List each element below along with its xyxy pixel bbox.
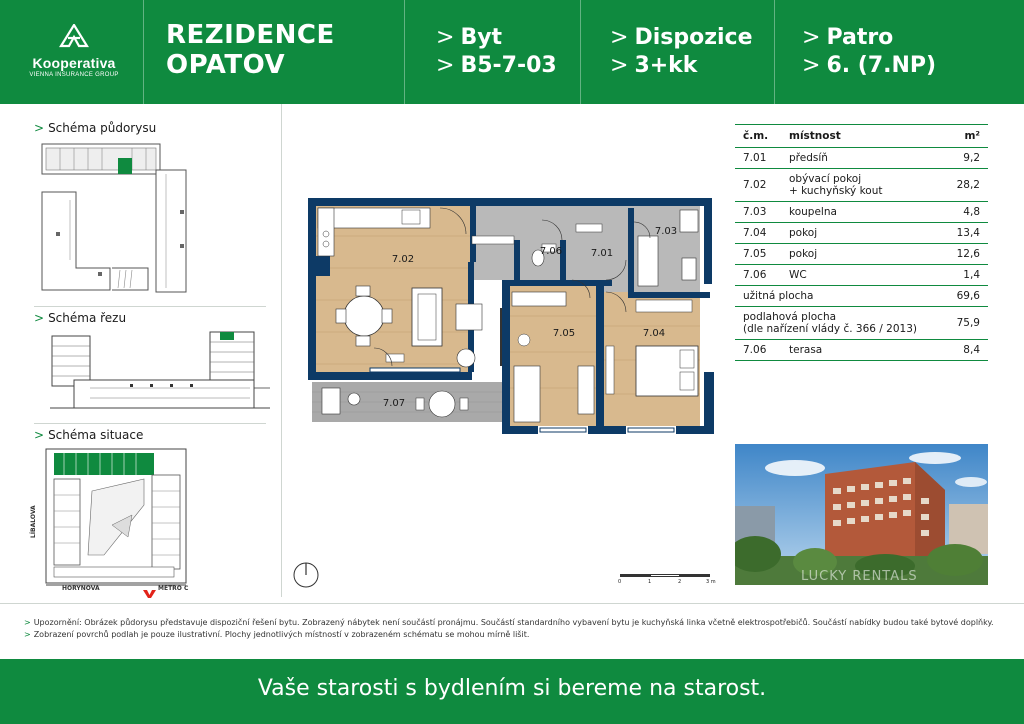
- table-header-row: [735, 125, 988, 148]
- section-divider: [34, 306, 266, 307]
- cell-num: 7.06: [735, 265, 781, 286]
- schema-pudorysu-label: Schéma půdorysu: [48, 121, 157, 135]
- patro-value: 6. (7.NP): [826, 53, 937, 78]
- cell-room: WC: [781, 265, 944, 286]
- patro-label: Patro: [826, 25, 894, 50]
- header-divider: [580, 0, 581, 104]
- footer-slogan: Vaše starosti s bydlením si bereme na starost.: [257, 676, 767, 701]
- chevron-right-icon: >: [436, 53, 455, 78]
- table-row: [735, 148, 988, 169]
- building-render-photo: [735, 444, 988, 585]
- brand-logo: [24, 24, 124, 78]
- metro-label: METRO C: [158, 585, 189, 592]
- cell-room: předsíň: [781, 148, 944, 169]
- table-row: [735, 169, 988, 202]
- apartment-floor-plan: [306, 196, 720, 440]
- section-divider: [34, 423, 266, 424]
- cell-area: 4,8: [944, 202, 988, 223]
- cell-area: 1,4: [944, 265, 988, 286]
- cell-num: 7.02: [735, 169, 781, 202]
- cell-num: 7.05: [735, 244, 781, 265]
- cell-podlahova-value: 75,9: [944, 307, 988, 340]
- chevron-right-icon: >: [436, 25, 455, 50]
- cell-room: [781, 169, 944, 202]
- scale-bar: [620, 574, 716, 586]
- cell-room-line: obývací pokoj: [789, 173, 862, 185]
- room-label-7-06: 7.06: [539, 246, 563, 257]
- chevron-right-icon: >: [610, 53, 629, 78]
- room-label-7-02: 7.02: [391, 254, 415, 265]
- chevron-right-icon: >: [24, 630, 31, 639]
- cell-area: 8,4: [944, 340, 988, 361]
- chevron-right-icon: >: [34, 311, 45, 325]
- scale-tick: 2: [678, 579, 682, 585]
- cell-podlahova-label: [735, 307, 944, 340]
- patro-block: [802, 24, 936, 80]
- scale-tick: 1: [648, 579, 652, 585]
- cell-podlahova-line: (dle nařízení vlády č. 366 / 2013): [743, 323, 917, 335]
- schema-rezu-label: Schéma řezu: [48, 311, 127, 325]
- cell-uzitna-label: užitná plocha: [735, 286, 944, 307]
- dispozice-block: [610, 24, 753, 80]
- project-title: [166, 20, 335, 80]
- title-line-1: REZIDENCE: [166, 20, 335, 50]
- disclaimer-line-1: Upozornění: Obrázek půdorysu představuje dispoziční řešení bytu. Zobrazený nábytek není součástí pronájmu. Součástí standardního vybavení bytu je kuchyňská linka včetně elektrospotřebičů. Součástí nabídky budou také bytové doplňky.: [33, 618, 994, 627]
- room-area-table: [735, 124, 988, 361]
- cell-room: pokoj: [781, 244, 944, 265]
- col-header-num: č.m.: [735, 125, 781, 148]
- byt-block: [436, 24, 557, 80]
- page-header: [0, 0, 1024, 104]
- cell-room: terasa: [781, 340, 944, 361]
- north-arrow-icon: [292, 561, 320, 589]
- notes-divider: [0, 603, 1024, 604]
- cell-num: 7.04: [735, 223, 781, 244]
- table-row-terasa: [735, 340, 988, 361]
- dispozice-value: 3+kk: [634, 53, 698, 78]
- room-label-7-05: 7.05: [552, 328, 576, 339]
- table-row: [735, 223, 988, 244]
- table-row: [735, 202, 988, 223]
- disclaimer-line-2: Zobrazení povrchů podlah je pouze ilustrativní. Plochy jednotlivých místností v zobrazeném schématu se mohou mírně lišit.: [33, 630, 530, 639]
- byt-label: Byt: [460, 25, 503, 50]
- schema-rezu-title: [34, 311, 126, 325]
- room-label-7-04: 7.04: [642, 328, 666, 339]
- chevron-right-icon: >: [610, 25, 629, 50]
- header-divider: [404, 0, 405, 104]
- table-row-podlahova: [735, 307, 988, 340]
- cell-area: 13,4: [944, 223, 988, 244]
- cell-room: koupelna: [781, 202, 944, 223]
- cell-num: 7.06: [735, 340, 781, 361]
- column-divider: [281, 104, 282, 597]
- cell-podlahova-line: podlahová plocha: [743, 311, 837, 323]
- schema-situace-label: Schéma situace: [48, 428, 144, 442]
- room-label-7-01: 7.01: [590, 248, 614, 259]
- cell-area: 9,2: [944, 148, 988, 169]
- cell-room: pokoj: [781, 223, 944, 244]
- table-row: [735, 265, 988, 286]
- site-schema-image: [32, 445, 192, 595]
- room-label-7-03: 7.03: [654, 226, 678, 237]
- cell-area: 12,6: [944, 244, 988, 265]
- scale-tick: 0: [618, 579, 622, 585]
- schema-pudorysu-title: [34, 121, 156, 135]
- title-line-2: OPATOV: [166, 50, 286, 80]
- chevron-right-icon: >: [802, 53, 821, 78]
- street-horynova: HORYNOVA: [62, 585, 100, 592]
- scale-tick: 3 m: [706, 579, 716, 585]
- chevron-right-icon: >: [802, 25, 821, 50]
- header-divider: [143, 0, 144, 104]
- metro-icon: [143, 583, 156, 591]
- floorplan-schema-image: [40, 140, 190, 298]
- byt-value: B5-7-03: [460, 53, 557, 78]
- table-row-uzitna: [735, 286, 988, 307]
- chevron-right-icon: >: [34, 428, 45, 442]
- kooperativa-logo-icon: [58, 24, 90, 48]
- chevron-right-icon: >: [24, 618, 31, 627]
- brand-subtitle: VIENNA INSURANCE GROUP: [29, 72, 119, 78]
- cell-area: 28,2: [944, 169, 988, 202]
- cell-num: 7.01: [735, 148, 781, 169]
- disclaimer-notes: [24, 617, 1004, 641]
- watermark-text: LUCKY RENTALS: [801, 569, 918, 584]
- col-header-area: m²: [944, 125, 988, 148]
- chevron-right-icon: >: [34, 121, 45, 135]
- street-libalova: LÍBALOVA: [30, 505, 37, 538]
- cell-room-line: + kuchyňský kout: [789, 185, 883, 197]
- dispozice-label: Dispozice: [634, 25, 753, 50]
- room-label-7-07: 7.07: [382, 398, 406, 409]
- table-row: [735, 244, 988, 265]
- col-header-room: místnost: [781, 125, 944, 148]
- cell-uzitna-value: 69,6: [944, 286, 988, 307]
- cell-num: 7.03: [735, 202, 781, 223]
- header-divider: [774, 0, 775, 104]
- brand-name: Kooperativa: [32, 55, 116, 71]
- schema-situace-title: [34, 428, 143, 442]
- section-schema-image: [50, 328, 270, 416]
